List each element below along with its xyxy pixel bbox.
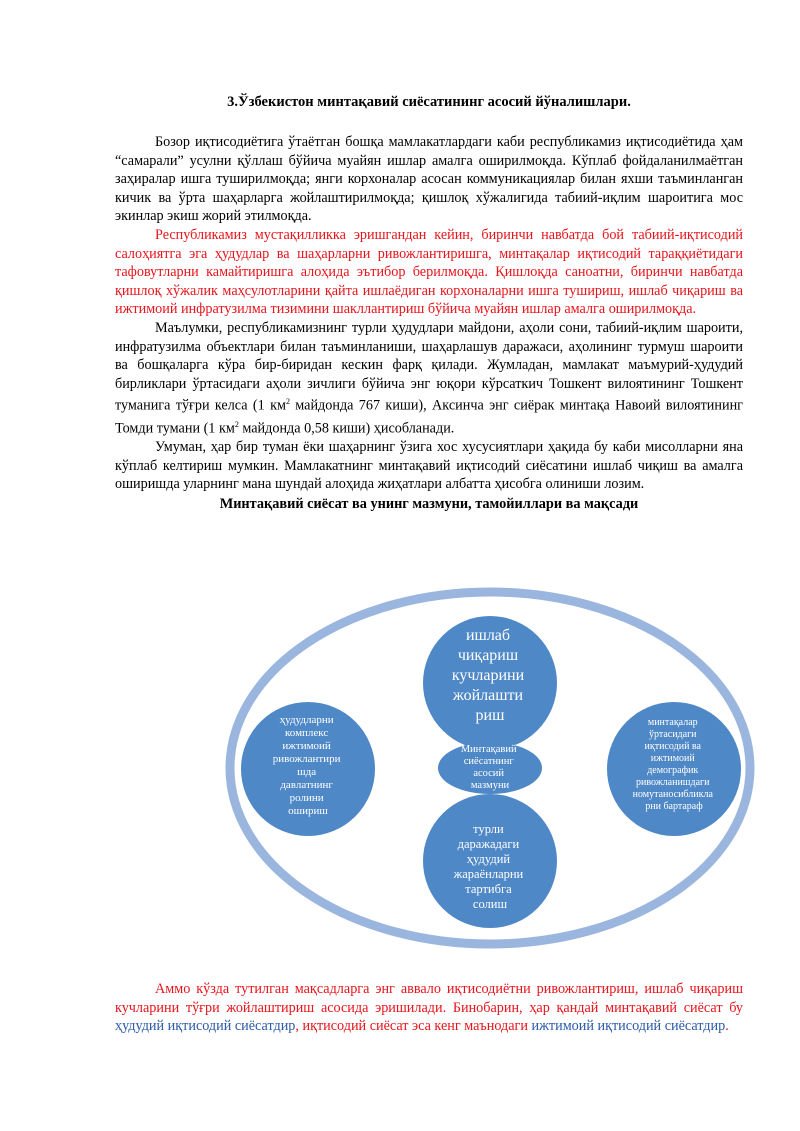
conclusion-text-2: , иқтисодий сиёсат эса кенг маънодаги <box>295 1018 532 1035</box>
conclusion-text-3: . <box>725 1018 729 1035</box>
paragraph-1: Бозор иқтисодиётига ўтаётган бошқа мамлакатлардаги каби республикамиз иқтисодиётида ҳам “самарали” усулни қўллаш бўйича муайян ишлар амалга оширилмоқда. Кўплаб фойдаланилмаётган заҳиралар ишга туширилмоқда; янги корхоналар асосан коммуникациялар билан яхши таъминланган кичик ва ўрта шаҳарларга жойлаштирилмоқда; қишлоқ хўжалигида табиий-иқлим шароитига мос экинлар экиш жорий этилмоқда. <box>115 134 743 225</box>
right-circle-text: минтақалар ўртасидаги иқтисодий ва ижтимоий демографик ривожланишдаги номутаносибликла рни бартараф <box>632 717 713 812</box>
section-heading: 3.Ўзбекистон минтақавий сиёсатининг асосий йўналишлари. <box>227 94 631 110</box>
regional-policy-diagram <box>222 585 759 951</box>
bottom-circle <box>423 794 557 928</box>
center-circle-text: Минтақавий сиёсатнинг асосий мазмуни <box>460 744 517 791</box>
paragraph-3-part-c: майдонда 0,58 киши) ҳисобланади. <box>238 420 455 437</box>
left-circle <box>241 702 375 836</box>
document-page <box>115 94 743 513</box>
diagram-title: Минтақавий сиёсат ва унинг мазмуни, тамойиллари ва мақсади <box>219 495 639 512</box>
top-circle <box>423 616 557 750</box>
paragraph-4: Умуман, ҳар бир туман ёки шаҳарнинг ўзига хос хусусиятлари ҳақида бу каби мисолларни яна кўплаб келтириш мумкин. Мамлакатнинг минтақавий иқтисодий сиёсатини ишлаб чиқиш ва амалга оширишда уларнинг мана шундай алоҳида жиҳатлари албатта ҳисобга олиниши лозим. <box>115 438 743 493</box>
right-circle <box>607 702 741 836</box>
paragraph-3 <box>115 319 743 438</box>
bottom-circle-text: турли даражадаги ҳудудий жараёнларни тартибга солиш <box>453 822 524 911</box>
superscript-2b: 2 <box>234 419 239 429</box>
conclusion-term-2: ижтимоий иқтисодий сиёсатдир <box>531 1018 726 1035</box>
center-circle <box>438 742 542 794</box>
paragraph-2-highlighted: Республикамиз мустақилликка эришгандан кейин, биринчи навбатда бой табиий-иқтисодий салоҳиятга эга ҳудудлар ва шаҳарларни ривожлантиришга, минтақалар иқтисодий тараққиётидаги тафовутларни камайтиришга алоҳида эътибор берилмоқда. Қишлоқда саноатни, биринчи навбатда қишлоқ хўжалик маҳсулотларини қайта ишлаёдиган корхоналарни ишга тушириш, ишлаб чиқариш ва ижтимоий инфратузилма тизимини шакллантириш бўйича муайян ишлар амалга оширилмоқда. <box>115 226 743 318</box>
conclusion-paragraph <box>115 980 743 1036</box>
conclusion-block <box>115 980 743 1036</box>
left-circle-text: ҳудудларни комплекс ижтимоий ривожлантири шда давлатнинг ролини ошириш <box>272 714 341 817</box>
superscript-2: 2 <box>285 397 290 407</box>
top-circle-text: ишлаб чиқариш кучларини жойлашти риш <box>451 627 525 724</box>
conclusion-text-1: Аммо кўзда тутилган мақсадларга энг аввало иқтисодиётни ривожлантириш, ишлаб чиқариш кучларини тўғри жойлаштириш асосида эришилади. Бинобарин, ҳар қандай минтақавий сиёсат бу <box>115 981 743 1016</box>
conclusion-term-1: ҳудудий иқтисодий сиёсатдир <box>115 1018 296 1035</box>
paragraph-3-part-a: Маълумки, республикамизнинг турли ҳудудлари майдони, аҳоли сони, табиий-иқлим шароити, инфратузилма объектлари билан таъминланиши, шаҳарлашув даражаси, аҳолининг турмуш шароити ва бошқаларга кўра бир-биридан кескин фарқ қилади. Жумладан, мамлакат маъмурий-ҳудудий бирликлари ўртасидаги аҳоли зичлиги бўйича энг юқори кўрсаткич Тошкент вилоятининг Тошкент туманига тўғри келса (1 км <box>115 319 743 415</box>
paragraph-3-part-b: майдонда 767 киши), Аксинча энг сиёрак минтақа Навоий вилоятининг Томди тумани (1 км <box>115 398 743 437</box>
